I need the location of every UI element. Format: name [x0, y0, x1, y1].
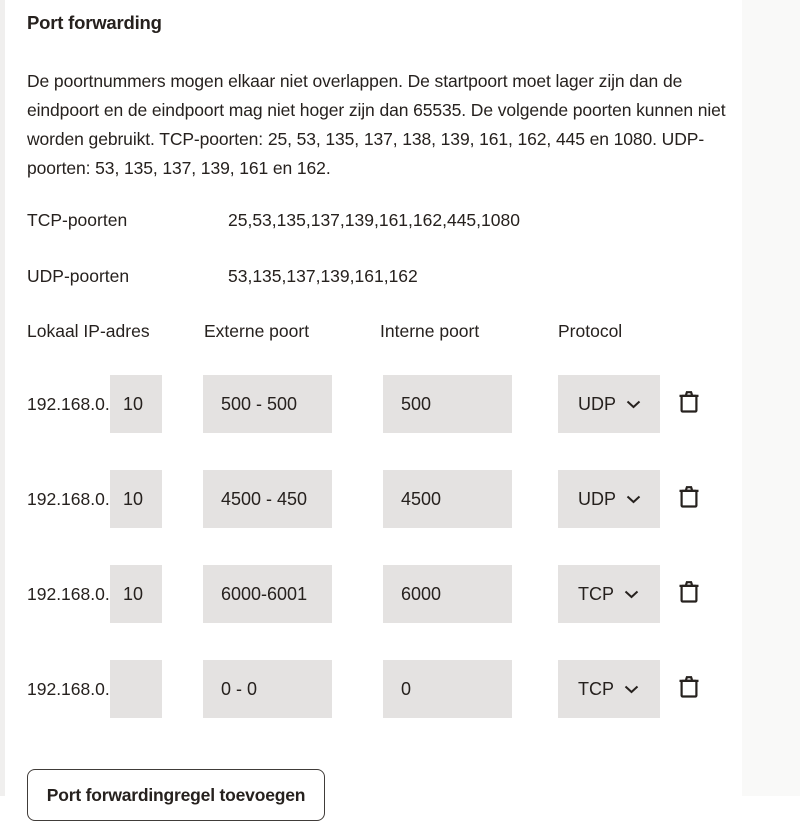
rules-list [27, 375, 737, 718]
header-external-port: Externe poort [204, 321, 310, 341]
ip-suffix-input[interactable] [110, 375, 162, 433]
right-gutter [742, 0, 800, 796]
tcp-ports-label: TCP-poorten [27, 210, 128, 230]
ip-prefix-label: 192.168.0. [27, 393, 110, 414]
chevron-down-icon [626, 400, 641, 409]
udp-ports-row [27, 266, 737, 287]
page-title: Port forwarding [27, 12, 162, 33]
trash-icon [676, 389, 702, 420]
rule-row [27, 375, 737, 433]
rule-row [27, 565, 737, 623]
delete-rule-button[interactable] [676, 674, 702, 705]
external-port-input[interactable] [203, 660, 332, 718]
chevron-down-icon [624, 590, 639, 599]
delete-rule-button[interactable] [676, 484, 702, 515]
protocol-value: TCP [578, 583, 614, 604]
rule-row [27, 660, 737, 718]
tcp-ports-row [27, 210, 737, 231]
protocol-select[interactable] [558, 470, 660, 528]
internal-port-input[interactable] [383, 660, 512, 718]
description-text: De poortnummers mogen elkaar niet overlappen. De startpoort moet lager zijn dan de eindpoort en de eindpoort mag niet hoger zijn dan 65535. De volgende poorten kunnen niet worden gebruikt. TCP-poorten: 25, 53, 135, 137, 138, 139, 161, 162, 445 en 1080. UDP-poorten: 53, 135, 137, 139, 161 en 162. [27, 71, 726, 178]
protocol-select[interactable] [558, 660, 660, 718]
add-rule-button[interactable]: Port forwardingregel toevoegen [27, 769, 325, 821]
internal-port-input[interactable] [383, 565, 512, 623]
port-forwarding-panel [27, 0, 737, 821]
udp-ports-value: 53,135,137,139,161,162 [228, 266, 418, 286]
protocol-select[interactable] [558, 565, 660, 623]
delete-rule-button[interactable] [676, 579, 702, 610]
external-port-input[interactable] [203, 565, 332, 623]
table-header [27, 321, 737, 342]
trash-icon [676, 674, 702, 705]
external-port-input[interactable] [203, 375, 332, 433]
header-internal-port: Interne poort [380, 321, 480, 341]
external-port-input[interactable] [203, 470, 332, 528]
internal-port-input[interactable] [383, 470, 512, 528]
trash-icon [676, 579, 702, 610]
ip-suffix-input[interactable] [110, 660, 162, 718]
rule-row [27, 470, 737, 528]
ip-prefix-label: 192.168.0. [27, 488, 110, 509]
header-local-ip: Lokaal IP-adres [27, 321, 150, 341]
ip-suffix-input[interactable] [110, 565, 162, 623]
chevron-down-icon [624, 685, 639, 694]
ip-prefix-label: 192.168.0. [27, 678, 110, 699]
header-protocol: Protocol [558, 321, 623, 341]
internal-port-input[interactable] [383, 375, 512, 433]
ip-prefix-label: 192.168.0. [27, 583, 110, 604]
delete-rule-button[interactable] [676, 389, 702, 420]
ip-suffix-input[interactable] [110, 470, 162, 528]
trash-icon [676, 484, 702, 515]
udp-ports-label: UDP-poorten [27, 266, 130, 286]
tcp-ports-value: 25,53,135,137,139,161,162,445,1080 [228, 210, 520, 230]
protocol-value: UDP [578, 393, 617, 414]
protocol-value: UDP [578, 488, 617, 509]
protocol-select[interactable] [558, 375, 660, 433]
protocol-value: TCP [578, 678, 614, 699]
left-gutter [0, 0, 5, 796]
chevron-down-icon [626, 495, 641, 504]
